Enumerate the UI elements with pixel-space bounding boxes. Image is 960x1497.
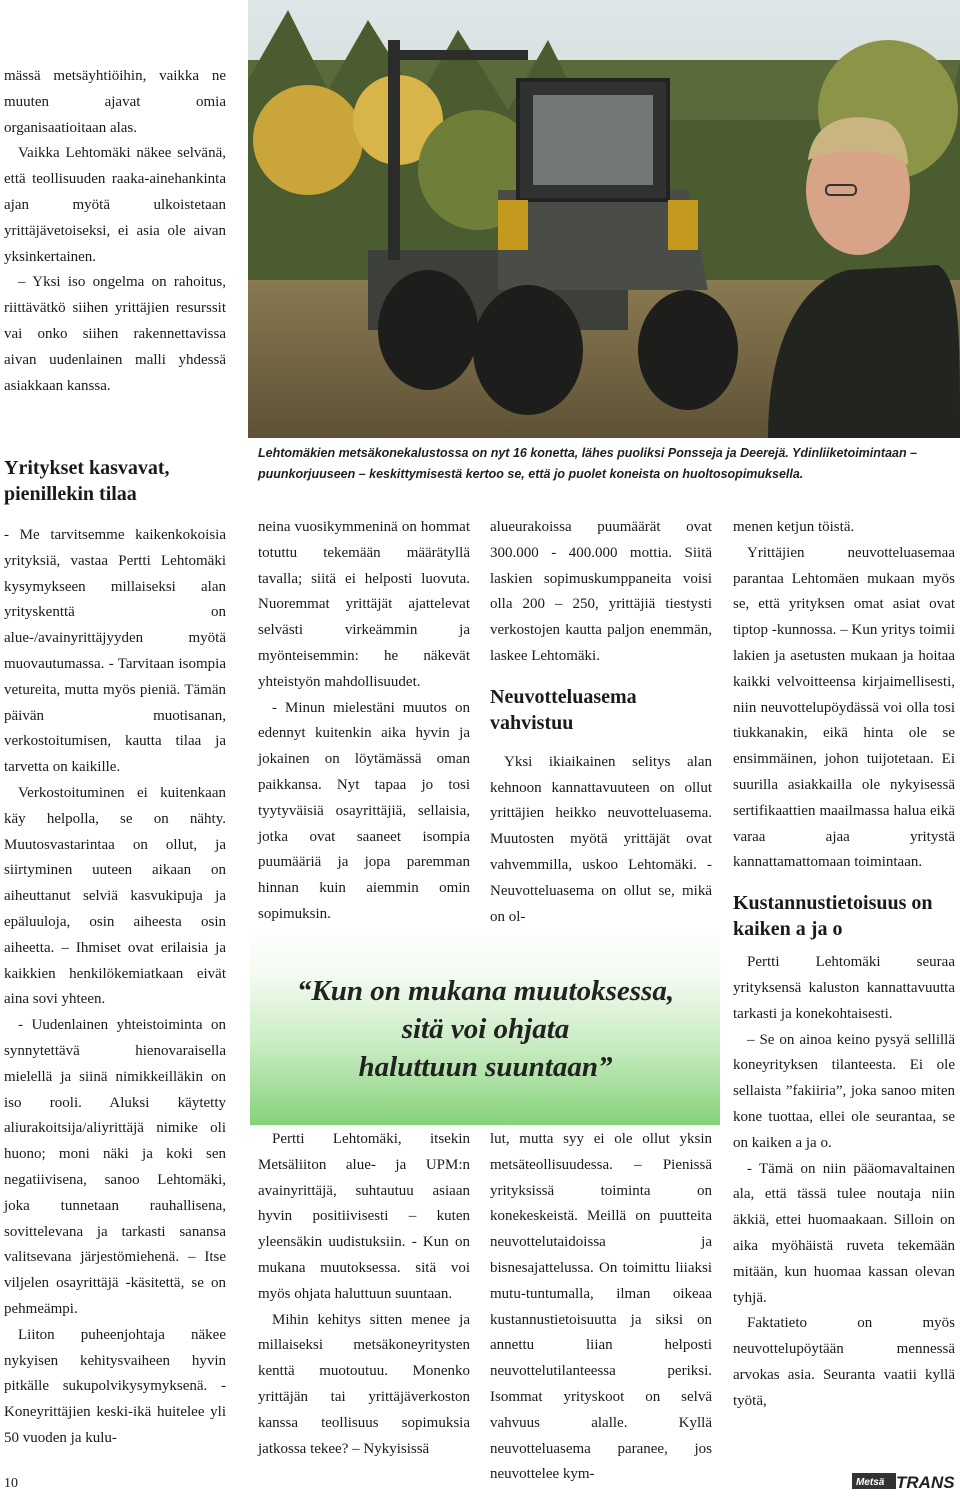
body-paragraph: Faktatieto on myös neuvottelupöytään mennessä arvokas asia. Seuranta vaatii kyllä työtä,: [733, 1315, 955, 1409]
body-paragraph: Yksi ikiaikainen selitys alan kehnoon kannattavuuteen on ollut yrittäjien heikko neuvotteluasema. Muutosten myötä yrittäjät ovat vahvemmilla, uskoo Lehtomäki. - Neuvotteluasema on ollut se, mikä on ol-: [490, 753, 712, 925]
body-paragraph: Yrittäjien neuvotteluasemaa parantaa Lehtomäen mukaan myös se, että yrityksen omat asiat ovat tiptop -kunnossa. – Kun yritys toimii lakien ja asetusten mukaan ja hoitaa kaikki velvoitteensa kirjaimellisesti, niin neuvottelupöydässä voi olla tosi tiukkanakin, eikä hinta ole se ensimmäinen, johon tuijotetaan. Ei suurilla asiakkailla ole nykyisessä sertifikaattien maailmassa halua eikä varaa ajaa yritystä kannattamattomaan toimintaan.: [733, 544, 955, 871]
body-paragraph: Pertti Lehtomäki, itsekin Metsäliiton alue- ja UPM:n avainyrittäjä, suhtautuu asiaan hyvin positiivisesti – kuten yleensäkin uudistuksiin. - Kun on mukana muutoksessa. sitä voi myös ohjata haluttuun suuntaan.: [258, 1131, 470, 1302]
body-paragraph: - Me tarvitsemme kaikenkokoisia yrityksiä, vastaa Pertti Lehtomäki kysymykseen millaiseksi alan yrityskenttä on alue-/avainyrittäjyyden myötä muovautumassa. - Tarvitaan isompia vetureita, mutta myös pieniä. Tämän päivän muotisanan, verkostoitumisen, kautta tilaa ja tarvetta on kaikille.: [4, 527, 226, 776]
photo-caption: Lehtomäkien metsäkonekalustossa on nyt 16 konetta, lähes puoliksi Ponsseja ja Deerejä. Ydinliiketoimintaan – puunkorjuuseen – keskittymisestä kertoo se, että jo puolet koneista on huoltosopimuksella.: [258, 446, 918, 481]
body-paragraph: - Uudenlainen yhteistoiminta on synnytettävä hienovaraisella mielellä ja siinä nimikkeilläkin on iso rooli. Aluksi käytetty aliurakoitsija/aliyrittäjä nimike oli huono; moni näki ja koki sen negatiivisena, sanoo Lehtomäki, joka tunnetaan rauhallisena, sovittelevana ja tarkasti sanansa valitsevana järjestömiehenä. – Itse viljelen osayrittäjä -käsitettä, se on pehmeämpi.: [4, 1017, 226, 1317]
section-heading: Kustannustietoisuus on kaiken a ja o: [733, 892, 933, 941]
photo-illustration: [248, 0, 960, 438]
column-3-top: [490, 515, 712, 930]
body-paragraph: alueurakoissa puumäärät ovat 300.000 - 400.000 mottia. Siitä laskien sopimuskumppaneita voisi olla 200 – 250, yrittäjiä tiestysti verkostojen kautta paljon enemmän, laskee Lehtomäki.: [490, 519, 712, 664]
body-paragraph: – Se on ainoa keino pysyä sellillä koneyrityksen tilanteesta. Ei ole sellaista ”fakiiria”, joka sanoo miten kone tuottaa, ellei ole seurantaa, se on kaiken a ja o.: [733, 1031, 955, 1151]
body-paragraph: – Yksi iso ongelma on rahoitus, riittävätkö siihen yrittäjien resurssit vai onko siihen rakennettavissa aivan uudenlainen malli yhdessä asiakkaan kanssa.: [4, 274, 226, 394]
body-paragraph: - Minun mielestäni muutos on edennyt kuitenkin aika hyvin ja jokainen on löytämässä oman paikkansa. Nyt tapaa jo tosi tyytyväisiä osayrittäjiä, sellaisia, jotka ovat saaneet isompia puumääriä ja jopa paremman hinnan kuin aiemmin omin sopimuksin.: [258, 699, 470, 922]
column-2-top: [258, 515, 470, 928]
body-paragraph: menen ketjun töistä.: [733, 519, 855, 535]
forest-machine-photo: [248, 0, 960, 438]
body-paragraph: Pertti Lehtomäki seuraa yrityksensä kaluston kannattavuutta tarkasti ja konekohtaisesti.: [733, 954, 955, 1022]
body-paragraph: - Tämä on niin pääomavaltainen ala, että tässä tulee noutaja niin äkkiä, ettei huomaakaan. Silloin on aika myöhäistä ruveta tekemään mitään, kun huomaa kassan olevan tyhjä.: [733, 1160, 955, 1306]
pull-quote: [258, 972, 713, 1086]
page-number: 10: [4, 1476, 18, 1491]
body-paragraph: neina vuosikymmeninä on hommat totuttu tekemään määrätyllä tavalla; siitä ei helposti luovuta. Nuoremmat yrittäjät ajattelevat selvästi virkeämmin ja myönteisemmin: he näkevät yhteistyön mahdollisuudet.: [258, 519, 470, 690]
pull-quote-line: “Kun on mukana muutoksessa,: [296, 975, 675, 1007]
body-paragraph: mässä metsäyhtiöihin, vaikka ne muuten ajavat omia organisaatioitaan alas.: [4, 68, 226, 136]
column-2-bottom: [258, 1127, 470, 1462]
body-paragraph: lut, mutta syy ei ole ollut yksin metsäteollisuudessa. – Pienissä yrityksissä toiminta on konekeskeistä. Meillä on puutteita neuvottelutaidoissa ja bisnesajattelussa. On toimittu liiaksi mutu-tuntumalla, ilman oikeaa kustannustietoisuutta ja siksi on annettu liian helposti neuvottelutilanteessa periksi. Isommat yrityskoot on selvä vahvuus alalle. Kyllä neuvotteluasema paranee, jos neuvottelee kym-: [490, 1131, 712, 1483]
pull-quote-line: sitä voi ohjata: [401, 1013, 570, 1045]
body-paragraph: Verkostoituminen ei kuitenkaan käy helpolla, se on nähty. Muutosvastarintaa on ollut, ja siirtyminen uuteen aikaan on aiheuttanut selviä kasvukipuja ja epäluuloja, osin aiheesta osin aiheetta. – Ihmiset ovat erilaisia ja kaikkien henkilökemiatkaan eivät aina sovi yhteen.: [4, 784, 226, 1008]
logo-text-metsa: Metsä: [856, 1477, 885, 1488]
body-paragraph: Mihin kehitys sitten menee ja millaiseksi metsäkoneyritysten kenttä muotoutuu. Monenko yrittäjän tai yrittäjäverkoston kanssa teollisuus sopimuksia jatkossa tekee? – Nykyisissä: [258, 1311, 470, 1457]
body-paragraph: Liiton puheenjohtaja näkee nykyisen kehitysvaiheen hyvin pitkälle sukupolvikysymyksenä. - Koneyrittäjien keski-ikä huitelee yli 50 vuoden ja kulu-: [4, 1326, 226, 1446]
logo-text-trans: TRANS: [896, 1473, 955, 1492]
section-heading: Neuvotteluasema vahvistuu: [490, 685, 637, 734]
section-heading: Yritykset kasvavat, pienillekin tilaa: [4, 457, 170, 505]
column-1-section: [4, 455, 226, 1452]
metsatrans-logo: [852, 1470, 956, 1492]
logo-graphic: [852, 1470, 956, 1492]
pull-quote-line: haluttuun suuntaan”: [358, 1051, 613, 1083]
column-3-bottom: [490, 1127, 712, 1488]
column-4: [733, 515, 955, 1415]
column-1-top: [4, 64, 226, 399]
body-paragraph: Vaikka Lehtomäki näkee selvänä, että teollisuuden raaka-ainehankinta ajan myötä ulkoistetaan yrittäjävetoiseksi, ei asia ole aivan yksinkertainen.: [4, 145, 226, 265]
